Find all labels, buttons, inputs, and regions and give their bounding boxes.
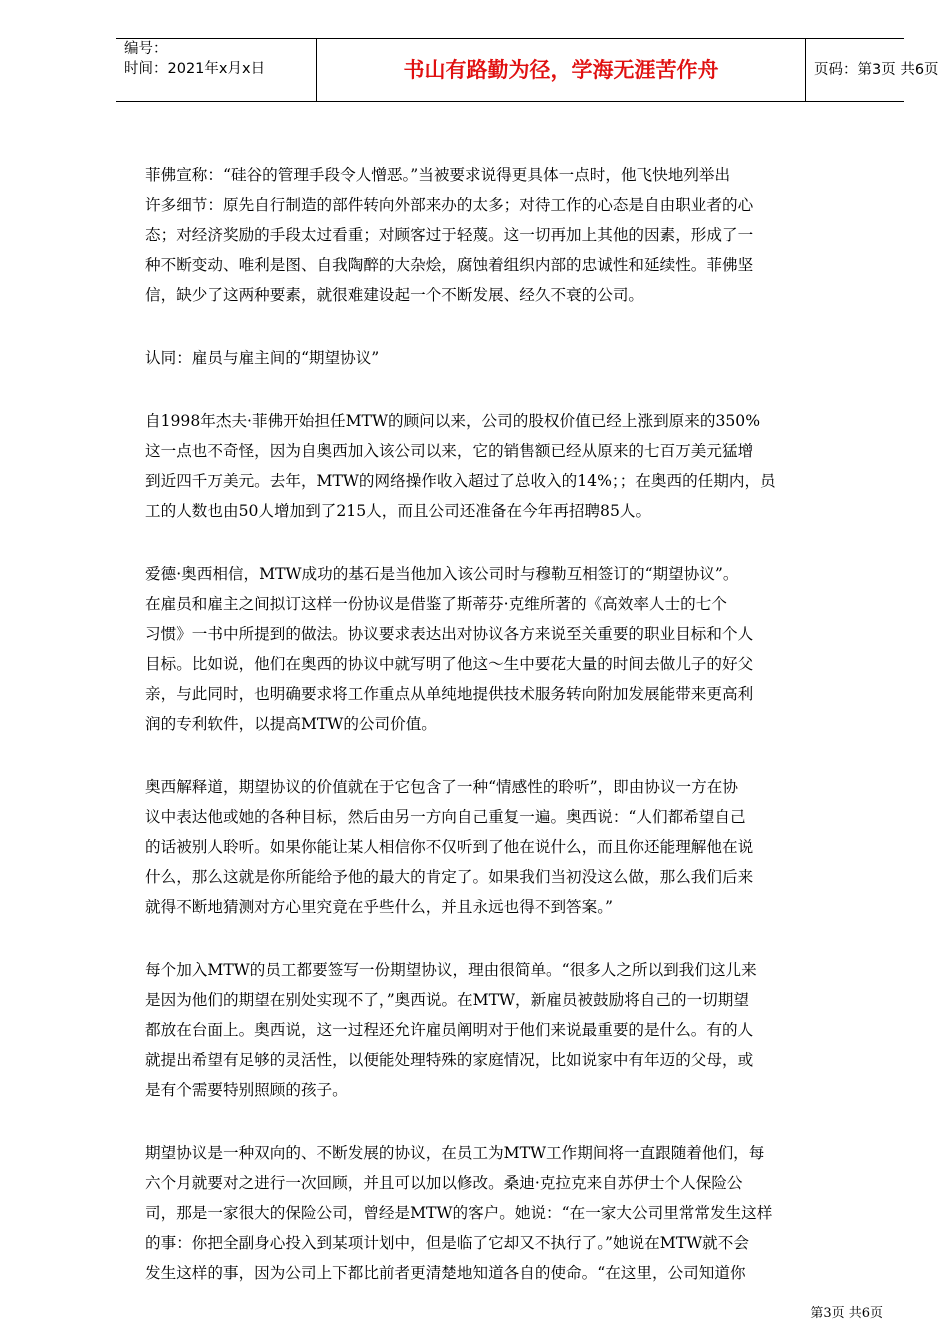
paragraph-line: 是因为他们的期望在别处实现不了，”奥西说。在MTW，新雇员被鼓励将自己的一切期望 (145, 991, 749, 1009)
header-motto: 书山有路勤为径，学海无涯苦作舟 (403, 58, 719, 82)
paragraph-line: 每个加入MTW的员工都要签写一份期望协议，理由很简单。“很多人之所以到我们这儿来 (145, 961, 757, 979)
paragraph-line: 菲佛宣称：“硅谷的管理手段令人憎恶。”当被要求说得更具体一点时，他飞快地列举出 (145, 166, 731, 184)
paragraph-line: 态；对经济奖励的手段太过看重；对顾客过于轻蔑。这一切再加上其他的因素，形成了一 (145, 226, 754, 244)
paragraph-line: 发生这样的事，因为公司上下都比前者更清楚地知道各自的使命。“在这里，公司知道你 (145, 1264, 746, 1282)
header-serial-label: 编号： (124, 41, 168, 57)
page-footer-number: 第3页 共6页 (810, 1306, 883, 1321)
paragraph-line: 自1998年杰夫·菲佛开始担任MTW的顾问以来，公司的股权价值已经上涨到原来的350% (145, 412, 761, 430)
paragraph (145, 343, 885, 373)
paragraph-line: 奥西解释道，期望协议的价值就在于它包含了一种“情感性的聆听”，即由协议一方在协 (145, 778, 738, 796)
paragraph-line: 目标。比如说，他们在奥西的协议中就写明了他这～生中要花大量的时间去做儿子的好父 (145, 655, 754, 673)
header-right-cell (806, 39, 939, 101)
paragraph-line: 期望协议是一种双向的、不断发展的协议，在员工为MTW工作期间将一直跟随着他们，每 (145, 1144, 765, 1162)
paragraph-line: 什么，那么这就是你所能给予他的最大的肯定了。如果我们当初没这么做，那么我们后来 (145, 868, 754, 886)
paragraph (145, 160, 885, 310)
paragraph-line: 工的人数也由50人增加到了215人，而且公司还准备在今年再招聘85人。 (145, 502, 652, 520)
paragraph-line: 润的专利软件，以提高MTW的公司价值。 (145, 715, 437, 733)
paragraph-line: 许多细节：原先自行制造的部件转向外部来办的太多；对待工作的心态是自由职业者的心 (145, 196, 754, 214)
paragraph-line: 就得不断地猜测对方心里究竟在乎些什么，并且永远也得不到答案。” (145, 898, 613, 916)
paragraph (145, 559, 885, 739)
paragraph (145, 772, 885, 922)
paragraph-line: 的事：你把全副身心投入到某项计划中，但是临了它却又不执行了。”她说在MTW就不会 (145, 1234, 749, 1252)
paragraph-line: 六个月就要对之进行一次回顾，并且可以加以修改。桑迪·克拉克来自苏伊士个人保险公 (145, 1174, 743, 1192)
paragraph (145, 406, 885, 526)
page-header (116, 38, 939, 102)
paragraph-line: 在雇员和雇主之间拟订这样一份协议是借鉴了斯蒂芬·克维所著的《高效率人士的七个 (145, 595, 727, 613)
paragraph-line: 亲，与此同时，也明确要求将工作重点从单纯地提供技术服务转向附加发展能带来更高利 (145, 685, 754, 703)
paragraph-line: 都放在台面上。奥西说，这一过程还允许雇员阐明对于他们来说最重要的是什么。有的人 (145, 1021, 754, 1039)
paragraph-line: 信，缺少了这两种要素，就很难建设起一个不断发展、经久不衰的公司。 (145, 286, 645, 304)
paragraph-line: 的话被别人聆听。如果你能让某人相信你不仅听到了他在说什么，而且你还能理解他在说 (145, 838, 754, 856)
document-body (145, 160, 885, 1321)
header-date: 时间：2021年x月x日 (124, 61, 266, 77)
paragraph (145, 1138, 885, 1288)
paragraph-line: 司，那是一家很大的保险公司，曾经是MTW的客户。她说：“在一家大公司里常常发生这样 (145, 1204, 773, 1222)
header-page-number: 页码：第3页 共6页 (814, 62, 939, 78)
paragraph-line: 习惯》一书中所提到的做法。协议要求表达出对协议各方来说至关重要的职业目标和个人 (145, 625, 754, 643)
paragraph-line: 种不断变动、唯利是图、自我陶醉的大杂烩，腐蚀着组织内部的忠诚性和延续性。菲佛坚 (145, 256, 754, 274)
paragraph-line: 这一点也不奇怪，因为自奥西加入该公司以来，它的销售额已经从原来的七百万美元猛增 (145, 442, 754, 460)
paragraph-line: 爱德·奥西相信，MTW成功的基石是当他加入该公司时与穆勒互相签订的“期望协议”。 (145, 565, 739, 583)
paragraph-line: 就提出希望有足够的灵活性，以便能处理特殊的家庭情况，比如说家中有年迈的父母，或 (145, 1051, 754, 1069)
paragraph-line: 认同：雇员与雇主间的“期望协议” (145, 349, 380, 367)
header-middle-cell (316, 39, 806, 101)
paragraph-line: 到近四千万美元。去年，MTW的网络操作收入超过了总收入的14%；；在奥西的任期内，员 (145, 472, 776, 490)
paragraph (145, 955, 885, 1105)
paragraph-line: 是有个需要特别照顾的孩子。 (145, 1081, 348, 1099)
header-left-cell (116, 39, 316, 101)
paragraph-line: 议中表达他或她的各种目标，然后由另一方向自己重复一遍。奥西说：“人们都希望自己 (145, 808, 746, 826)
